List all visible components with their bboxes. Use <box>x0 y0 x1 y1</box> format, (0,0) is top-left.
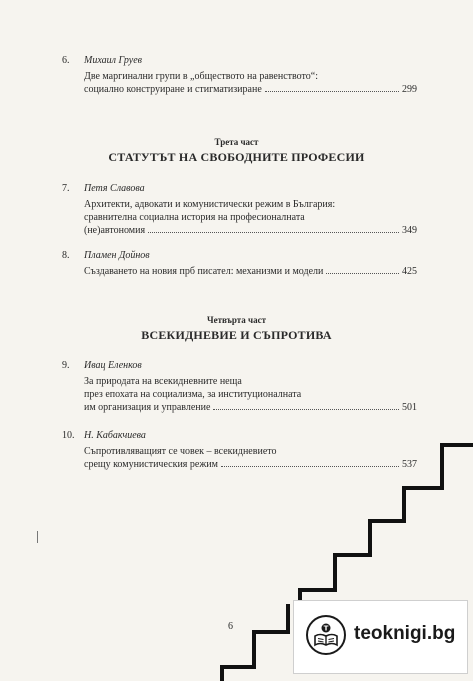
watermark-text: teoknigi.bg <box>354 623 456 644</box>
part-title: ВСЕКИДНЕВИЕ И СЪПРОТИВА <box>141 328 332 342</box>
entry-title-line: срещу комунистическия режим <box>84 459 218 470</box>
entry-number: 7. <box>62 183 70 194</box>
part-label: Четвърта част <box>206 315 267 325</box>
entry-number: 10. <box>62 430 75 441</box>
entry-number: 6. <box>62 55 70 66</box>
part-title: СТАТУТЪТ НА СВОБОДНИТЕ ПРОФЕСИИ <box>108 150 365 164</box>
part-label: Трета част <box>214 137 259 147</box>
entry-author: Н. Кабакчиева <box>84 430 146 441</box>
page-number: 501 <box>402 402 417 413</box>
entry-number: 8. <box>62 250 70 261</box>
entry-title-line: сравнителна социална история на професионалната <box>84 212 305 223</box>
entry-title-line: За природата на всекидневните неща <box>84 376 242 387</box>
page-number: 349 <box>402 225 417 236</box>
entry-title-line: им организация и управление <box>84 402 211 413</box>
entry-title-line: пpез епохата на социализма, за институционалната <box>84 389 302 400</box>
entry-author: Ивац Еленков <box>84 360 142 371</box>
watermark-logo <box>293 600 468 674</box>
page-number: 425 <box>402 266 417 277</box>
page-number: 537 <box>402 459 417 470</box>
entry-title-line: Съпротивляващият се човек – всекидневието <box>84 446 277 457</box>
entry-title-line: (не)автономия <box>84 225 146 236</box>
page-folio: 6 <box>228 621 233 632</box>
book-teacher-icon <box>306 615 346 655</box>
entry-title-line: Създаването на новия пpб писател: механизми и модели <box>84 266 324 277</box>
entry-title-line: Две маргинални групи в „обществото на равенството“: <box>84 71 318 82</box>
page-number: 299 <box>402 84 417 95</box>
entry-author: Пламен Дойнов <box>84 250 150 261</box>
entry-number: 9. <box>62 360 70 371</box>
svg-text:T: T <box>323 624 329 633</box>
entry-author: Михаил Груев <box>84 55 142 66</box>
entry-title-line: Архитекти, адвокати и комунистически режим в България: <box>84 199 336 210</box>
entry-author: Петя Славова <box>84 183 145 194</box>
entry-title-line: социално конструиране и стигматизиране <box>84 84 262 95</box>
